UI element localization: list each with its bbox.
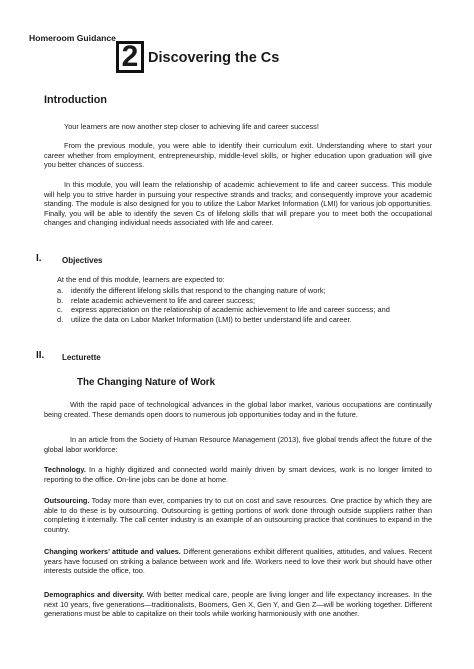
objective-item (57, 315, 422, 325)
lecturette-paragraph-2: In an article from the Society of Human Resource Management (2013), five global trends affect the future of the global labor workforce: (44, 435, 432, 454)
trend-technology (44, 465, 432, 484)
objectives-list (57, 286, 422, 324)
objective-marker: a. (57, 286, 64, 295)
module-title: Discovering the Cs (148, 50, 280, 66)
trend-outsourcing (44, 496, 432, 534)
intro-paragraph-3: In this module, you will learn the relationship of academic achievement to life and career success. This module will help you to strive harder in pursuing your respective strands and tracks; and consequently improve your academic standing. The module is also designed for you to utilize the Labor Market Information (LMI) for various job opportunities. Finally, you will be able to identify the seven Cs of lifelong skills that will prepare you to meet both the occupational changes and changing individual needs associated with life and career. (44, 180, 432, 228)
objective-item (57, 296, 422, 306)
introduction-heading: Introduction (44, 94, 107, 106)
trend-term: Changing workers’ attitude and values. (44, 547, 181, 556)
module-number-box: 2 (116, 41, 144, 73)
intro-paragraph-2: From the previous module, you were able to identify their curriculum exit. Understanding where to start your career whether from employment, entrepreneurship, middle-level skills, or higher education upon graduation will give you better chances of success. (44, 141, 432, 170)
header-label: Homeroom Guidance (29, 33, 116, 43)
trend-text: Different generations exhibit different qualities, attitudes, and values. Recent years have focused on striking a balance between work and life. Workers need to love their work but should have other interests outside the office, too. (44, 547, 432, 576)
changing-nature-heading: The Changing Nature of Work (77, 377, 216, 388)
intro-paragraph-1: Your learners are now another step closer to achieving life and career success! (64, 122, 319, 131)
objective-item (57, 286, 422, 296)
objectives-intro: At the end of this module, learners are expected to: (57, 275, 225, 284)
objective-text: relate academic achievement to life and career success; (71, 295, 256, 305)
objective-text: utilize the data on Labor Market Information (LMI) to better understand life and career. (71, 314, 352, 324)
objective-marker: b. (57, 295, 64, 305)
objectives-heading: Objectives (62, 256, 103, 265)
objective-text: express appreciation on the relationship of academic achievement to life and career success; and (71, 305, 390, 315)
objective-item (57, 305, 422, 315)
trend-text: Today more than ever, companies try to cut on cost and save resources. One practice by which they are able to do these is by outsourcing. Outsourcing is getting portions of work done through outside suppliers rather than completing it internally. The call center industry is an example of an outsourcing practice that continues to expand in the country. (44, 496, 432, 534)
objective-marker: c. (57, 305, 63, 315)
lecturette-numeral: II. (36, 350, 45, 361)
trend-term: Outsourcing. (44, 496, 90, 505)
trend-term: Technology. (44, 465, 86, 474)
trend-text: In a highly digitized and connected world mainly driven by smart devices, work is no longer limited to reporting to the office. On-line jobs can be done at home. (44, 465, 432, 484)
trend-demographics (44, 590, 432, 619)
objectives-numeral: I. (36, 253, 42, 264)
lecturette-heading: Lecturette (62, 353, 101, 362)
trend-workers-attitude (44, 547, 432, 576)
lecturette-paragraph-1: With the rapid pace of technological advances in the global labor market, various occupations are continually being created. These demands open doors to numerous job opportunities today and in the future. (44, 400, 432, 419)
trend-term: Demographics and diversity. (44, 590, 145, 599)
objective-text: identify the different lifelong skills that respond to the changing nature of work; (71, 286, 326, 295)
objective-marker: d. (57, 314, 64, 324)
trend-text: With better medical care, people are living longer and life expectancy increases. In the next 10 years, five generations—traditionalists, Boomers, Gen X, Gen Y, and Gen Z—will be working together. Different generations must be able to capitalize on their tools while working harmoniously with one another. (44, 590, 432, 619)
